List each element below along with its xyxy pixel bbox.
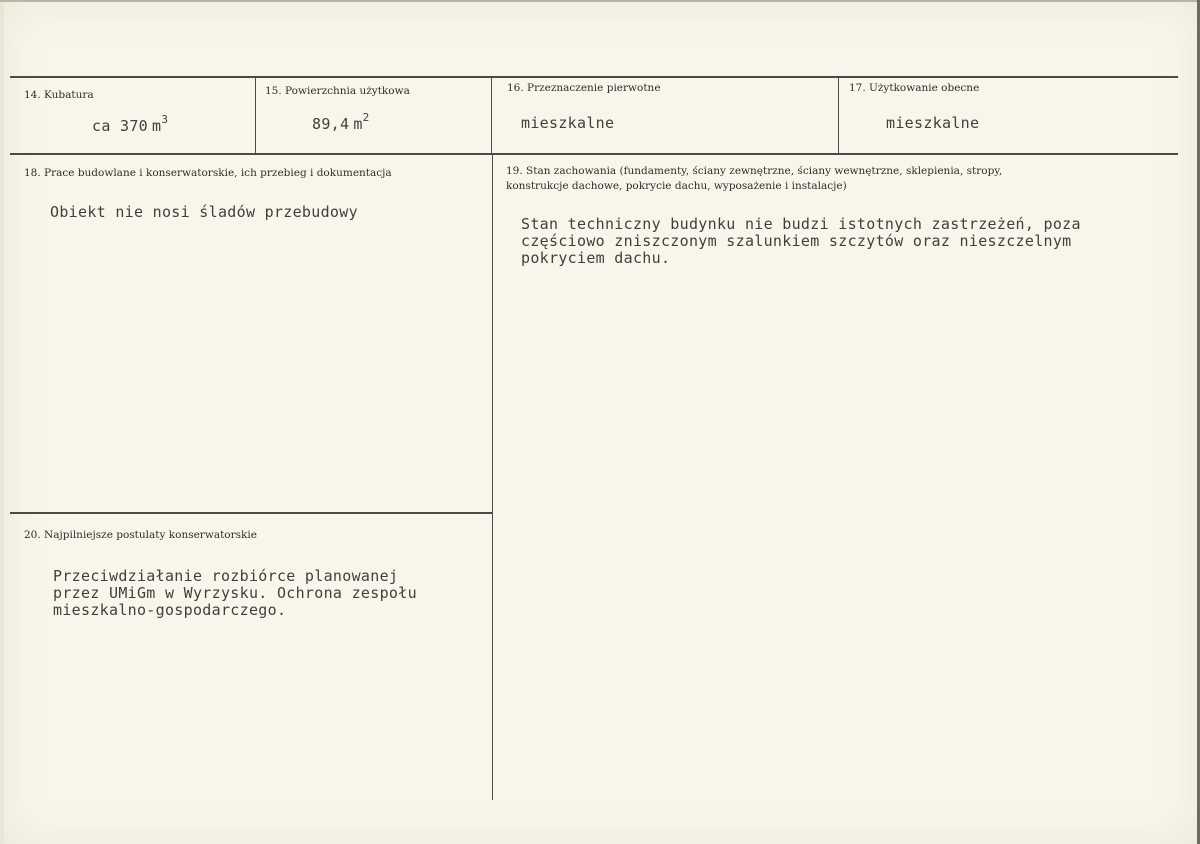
field-18-value: Obiekt nie nosi śladów przebudowy [50, 203, 358, 221]
kubatura-unit: m [152, 117, 162, 135]
field-15-label: 15. Powierzchnia użytkowa [265, 85, 410, 97]
field-16-label: 16. Przeznaczenie pierwotne [507, 82, 661, 94]
powierzchnia-number: 89,4 [312, 115, 350, 133]
field-18-label: 18. Prace budowlane i konserwatorskie, ich przebieg i dokumentacja [24, 167, 392, 179]
card-top-edge [0, 0, 1200, 2]
rule-mid [10, 153, 1178, 155]
divider-main-column [492, 155, 493, 800]
field-19-value-line-3: pokryciem dachu. [521, 249, 671, 267]
field-19-value-line-1: Stan techniczny budynku nie budzi istotnych zastrzeżeń, poza [521, 215, 1081, 233]
field-20-value-line-3: mieszkalno-gospodarczego. [53, 601, 287, 619]
divider-14-15 [255, 78, 256, 153]
field-20-value-line-2: przez UMiGm w Wyrzysku. Ochrona zespołu [53, 584, 417, 602]
field-17-value: mieszkalne [886, 114, 980, 132]
field-14-value [92, 113, 169, 135]
field-19-value-line-2: częściowo zniszczonym szalunkiem szczytów oraz nieszczelnym [521, 232, 1072, 250]
rule-left-section [10, 512, 492, 514]
divider-15-16 [491, 78, 492, 153]
field-16-value: mieszkalne [521, 114, 615, 132]
field-20-value-line-1: Przeciwdziałanie rozbiórce planowanej [53, 567, 399, 585]
powierzchnia-exponent: 2 [362, 111, 370, 124]
kubatura-number: ca 370 [92, 117, 148, 135]
kubatura-exponent: 3 [161, 113, 169, 126]
divider-16-17 [838, 78, 839, 153]
field-20-label: 20. Najpilniejsze postulaty konserwatorskie [24, 529, 257, 541]
field-19-label-line-1: 19. Stan zachowania (fundamenty, ściany zewnętrzne, ściany wewnętrzne, sklepienia, stropy, [506, 165, 1003, 177]
field-15-value [312, 111, 370, 133]
rule-top [10, 76, 1178, 78]
powierzchnia-unit: m [353, 115, 363, 133]
field-14-label: 14. Kubatura [24, 89, 94, 101]
field-17-label: 17. Użytkowanie obecne [849, 82, 980, 94]
field-19-label-line-2: konstrukcje dachowe, pokrycie dachu, wyposażenie i instalacje) [506, 180, 847, 192]
